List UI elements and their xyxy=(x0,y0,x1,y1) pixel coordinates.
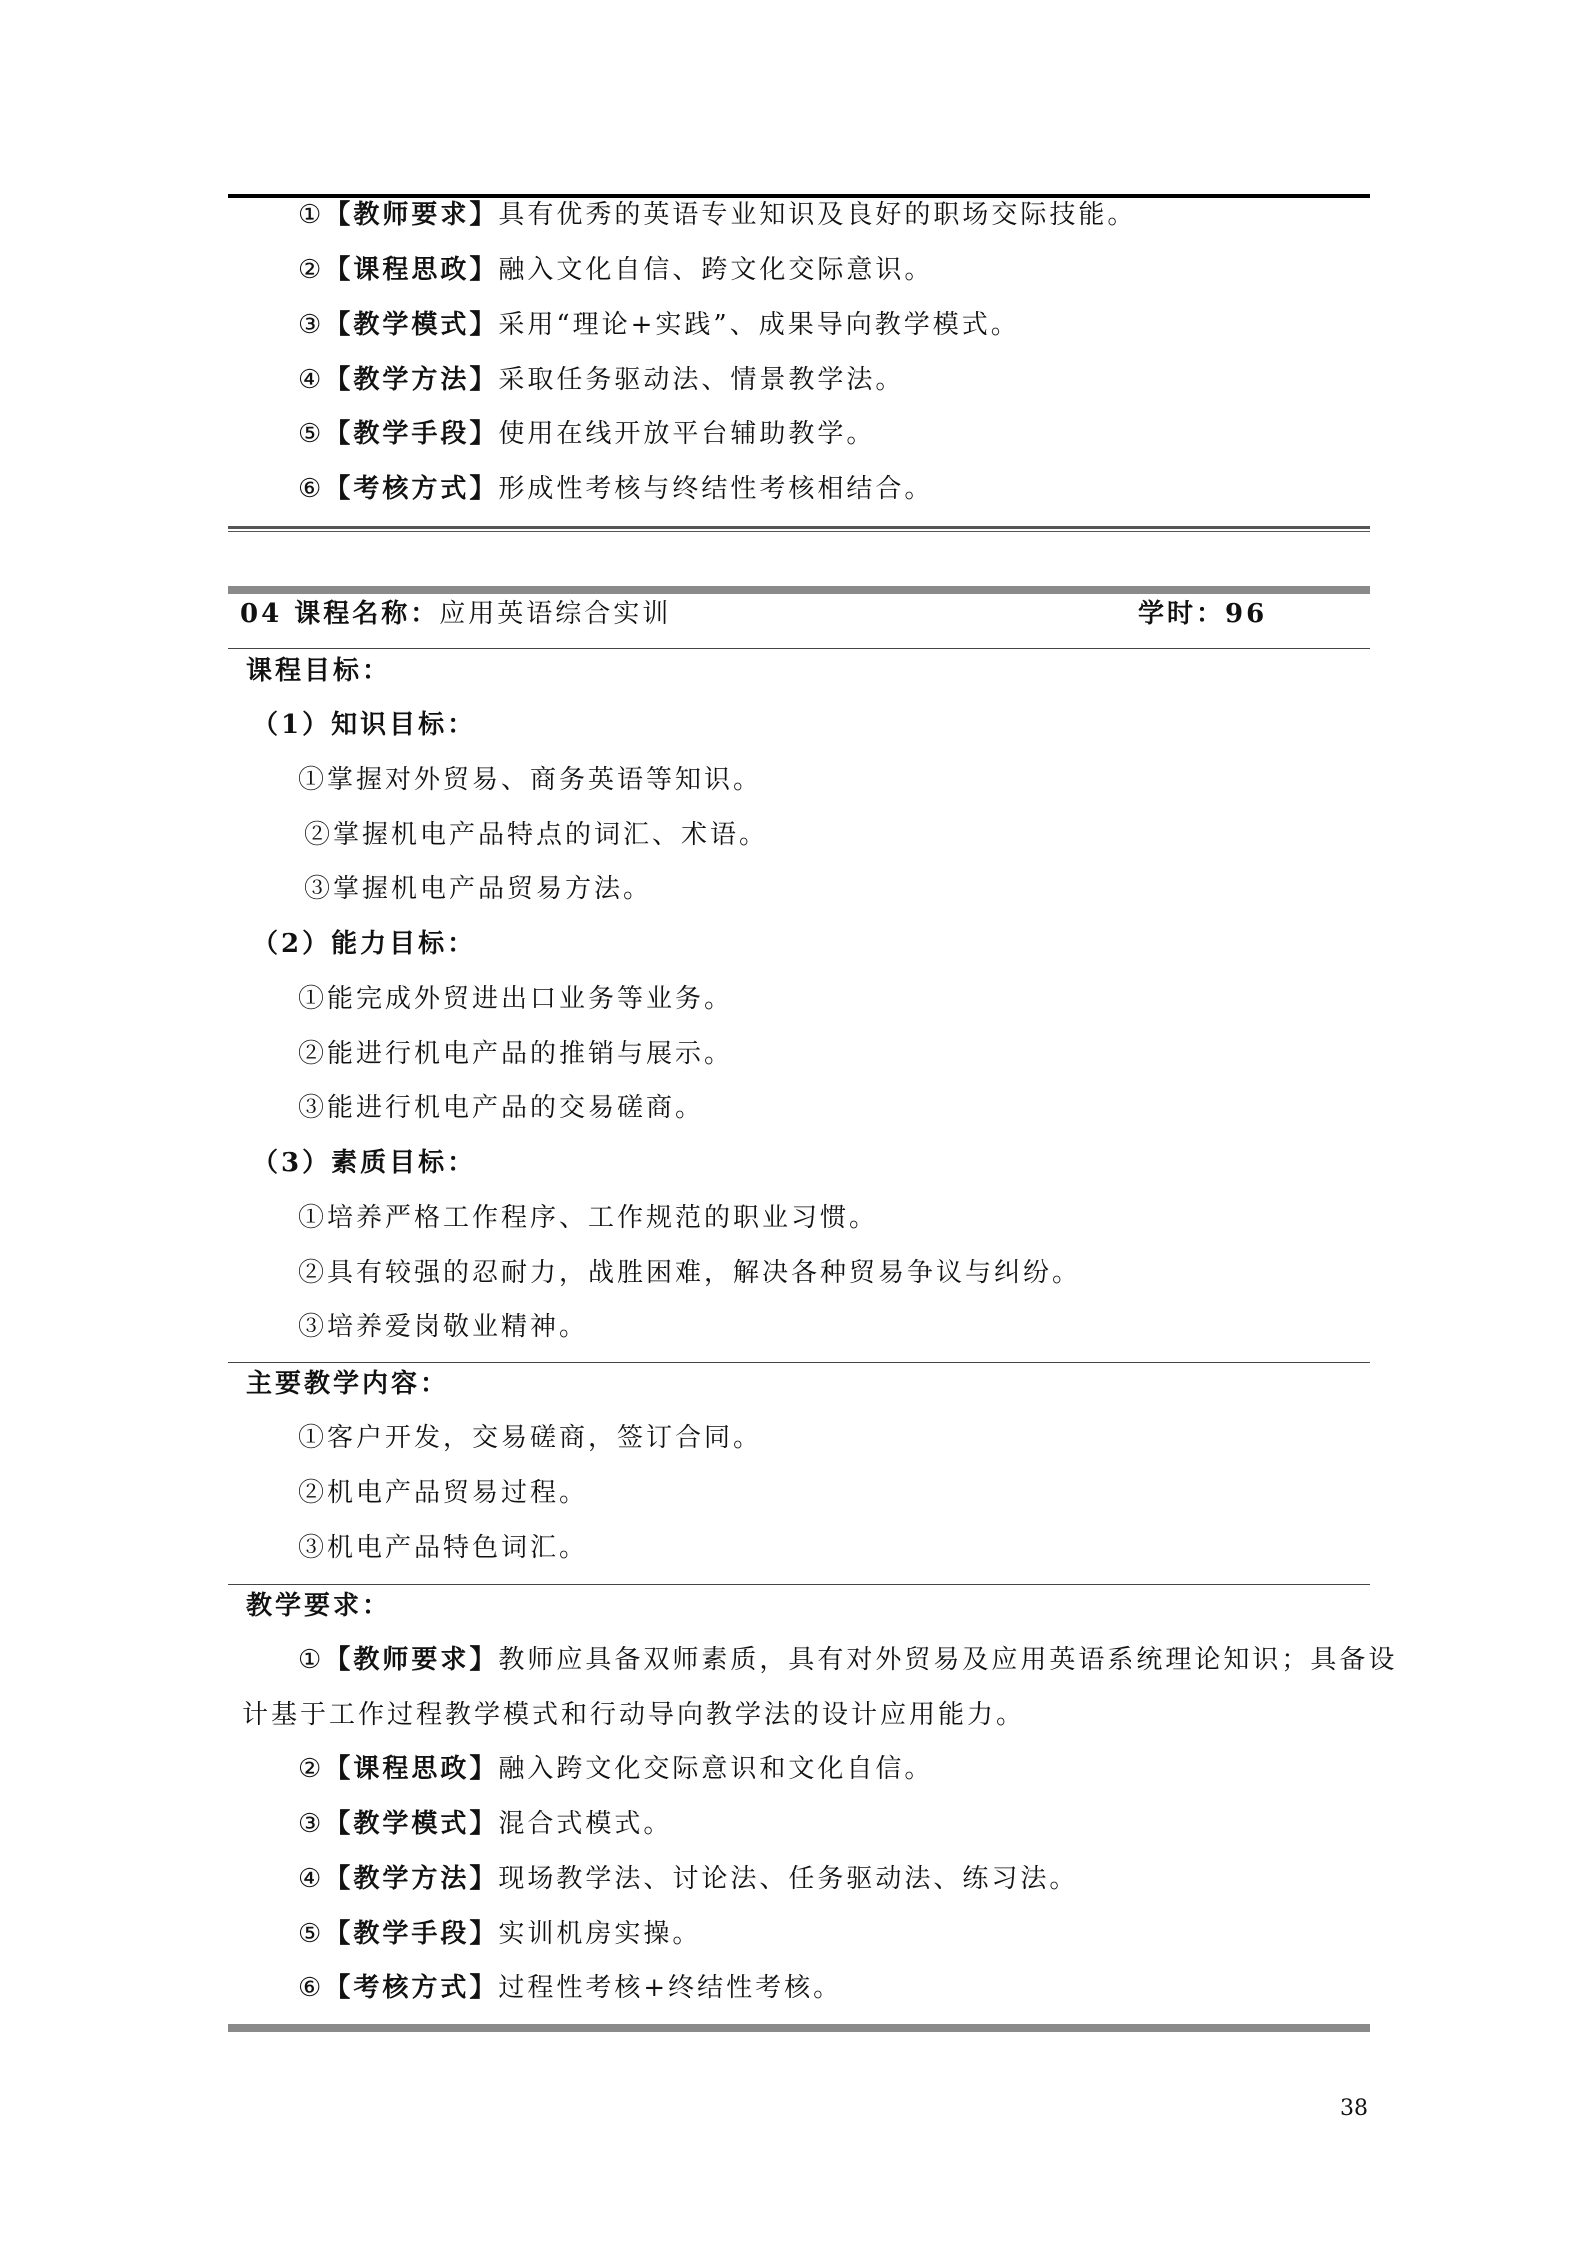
top-req-2: ②【课程思政】融入文化自信、跨文化交际意识。 xyxy=(298,255,934,285)
requirement-item-4: ④【教学方法】现场教学法、讨论法、任务驱动法、练习法。 xyxy=(298,1864,1079,1894)
content-item-2: ②机电产品贸易过程。 xyxy=(298,1478,589,1508)
top-req-3: ③【教学模式】采用“理论+实践”、成果导向教学模式。 xyxy=(298,310,1020,340)
requirement-item-2: ②【课程思政】融入跨文化交际意识和文化自信。 xyxy=(298,1754,934,1784)
knowledge-heading: （1）知识目标： xyxy=(252,710,477,740)
requirement-item-3: ③【教学模式】混合式模式。 xyxy=(298,1809,673,1839)
knowledge-item-1: ①掌握对外贸易、商务英语等知识。 xyxy=(298,765,763,795)
knowledge-item-2: ②掌握机电产品特点的词汇、术语。 xyxy=(304,820,769,850)
ability-item-3: ③能进行机电产品的交易磋商。 xyxy=(298,1093,705,1123)
top-req-4: ④【教学方法】采取任务驱动法、情景教学法。 xyxy=(298,365,905,395)
ability-item-1: ①能完成外贸进出口业务等业务。 xyxy=(298,984,734,1014)
requirement-item-1-continued: 计基于工作过程教学模式和行动导向教学法的设计应用能力。 xyxy=(242,1700,1026,1730)
top-req-5: ⑤【教学手段】使用在线开放平台辅助教学。 xyxy=(298,419,876,449)
page-number: 38 xyxy=(1340,2096,1368,2121)
quality-heading: （3）素质目标： xyxy=(252,1148,477,1178)
divider-goals xyxy=(228,648,1370,649)
course-bottom-border xyxy=(228,2024,1370,2032)
requirement-item-1: ①【教师要求】教师应具备双师素质，具有对外贸易及应用英语系统理论知识；具备设 xyxy=(298,1645,1398,1675)
content-heading: 主要教学内容： xyxy=(246,1369,450,1399)
ability-heading: （2）能力目标： xyxy=(252,929,477,959)
requirement-item-5: ⑤【教学手段】实训机房实操。 xyxy=(298,1919,702,1949)
top-req-6: ⑥【考核方式】形成性考核与终结性考核相结合。 xyxy=(298,474,934,504)
knowledge-item-3: ③掌握机电产品贸易方法。 xyxy=(304,874,653,904)
divider-content xyxy=(228,1362,1370,1363)
quality-item-1: ①培养严格工作程序、工作规范的职业习惯。 xyxy=(298,1203,879,1233)
top-req-1: ①【教师要求】具有优秀的英语专业知识及良好的职场交际技能。 xyxy=(298,200,1137,230)
quality-item-2: ②具有较强的忍耐力，战胜困难，解决各种贸易争议与纠纷。 xyxy=(298,1258,1082,1288)
course-top-border xyxy=(228,586,1370,594)
ability-item-2: ②能进行机电产品的推销与展示。 xyxy=(298,1039,734,1069)
content-item-1: ①客户开发，交易磋商，签订合同。 xyxy=(298,1423,763,1453)
goals-heading: 课程目标： xyxy=(246,656,392,686)
divider-requirements xyxy=(228,1584,1370,1585)
requirement-item-6: ⑥【考核方式】过程性考核+终结性考核。 xyxy=(298,1973,843,2003)
quality-item-3: ③培养爱岗敬业精神。 xyxy=(298,1312,589,1342)
course-name-row: 04 课程名称：应用英语综合实训 xyxy=(240,599,672,629)
content-item-3: ③机电产品特色词汇。 xyxy=(298,1533,589,1563)
top-section-bottom-border xyxy=(228,526,1370,532)
requirements-heading: 教学要求： xyxy=(246,1591,392,1621)
course-hours: 学时：96 xyxy=(1138,599,1268,629)
